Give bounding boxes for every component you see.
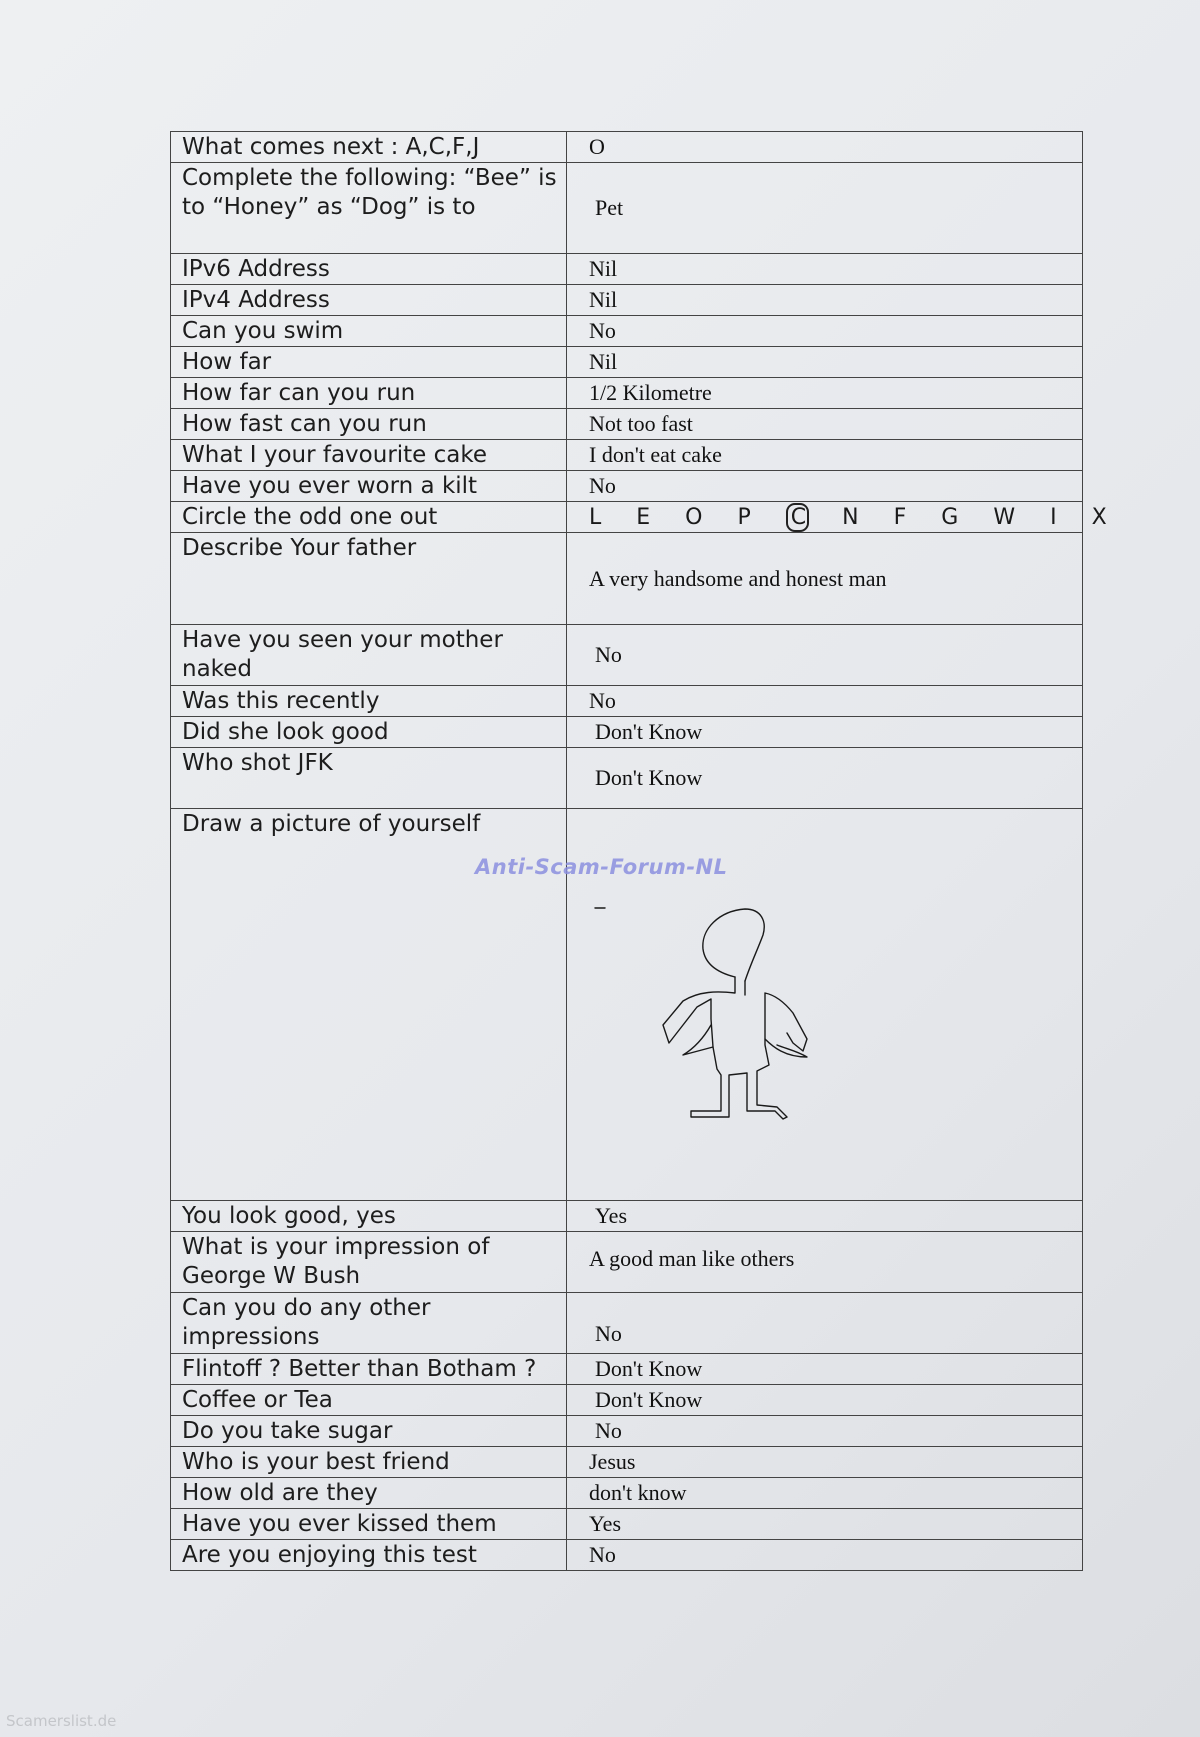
answer-cell: O <box>567 132 1083 163</box>
self-portrait-drawing <box>647 879 847 1119</box>
question-cell: IPv6 Address <box>171 254 567 285</box>
drawing-head <box>703 909 764 981</box>
answer-cell: don't know <box>567 1478 1083 1509</box>
letter: X <box>1091 504 1121 530</box>
question-cell: What I your favourite cake <box>171 440 567 471</box>
answer-cell: Don't Know <box>567 1385 1083 1416</box>
question-cell: What comes next : A,C,F,J <box>171 132 567 163</box>
answer-cell: Don't Know <box>567 717 1083 748</box>
table-row <box>171 1416 1083 1447</box>
answer-cell: Nil <box>567 347 1083 378</box>
answer-cell: No <box>567 1293 1083 1354</box>
table-row <box>171 717 1083 748</box>
answer-cell: Yes <box>567 1509 1083 1540</box>
question-cell: Can you do any other impressions <box>171 1293 567 1354</box>
question-cell: How far can you run <box>171 378 567 409</box>
table-row <box>171 502 1083 533</box>
table-row <box>171 1293 1083 1354</box>
answer-cell: No <box>567 1540 1083 1571</box>
corner-watermark: Scamerslist.de <box>6 1712 117 1730</box>
question-cell: Was this recently <box>171 686 567 717</box>
table-row <box>171 533 1083 625</box>
table-row <box>171 471 1083 502</box>
table-row <box>171 347 1083 378</box>
question-cell: Flintoff ? Better than Botham ? <box>171 1354 567 1385</box>
circled-letter: C <box>786 503 809 532</box>
table-row <box>171 748 1083 809</box>
letter: N <box>842 504 873 530</box>
question-cell: How fast can you run <box>171 409 567 440</box>
answer-cell: Yes <box>567 1201 1083 1232</box>
watermark: Anti-Scam-Forum-NL <box>475 855 728 879</box>
table-row <box>171 285 1083 316</box>
table-row <box>171 378 1083 409</box>
answer-cell: No <box>567 471 1083 502</box>
drawing-left-flap <box>683 1025 713 1055</box>
question-cell: Did she look good <box>171 717 567 748</box>
answer-cell: Don't Know <box>567 1354 1083 1385</box>
table-row <box>171 1478 1083 1509</box>
question-cell: Have you seen your mother naked <box>171 625 567 686</box>
question-cell: Are you enjoying this test <box>171 1540 567 1571</box>
table-row <box>171 409 1083 440</box>
question-cell: Do you take sugar <box>171 1416 567 1447</box>
question-cell: Describe Your father <box>171 533 567 625</box>
question-cell: Have you ever kissed them <box>171 1509 567 1540</box>
answer-cell: Nil <box>567 285 1083 316</box>
question-cell: Can you swim <box>171 316 567 347</box>
question-cell: Circle the odd one out <box>171 502 567 533</box>
answer-cell: A good man like others <box>567 1232 1083 1293</box>
table-row <box>171 1201 1083 1232</box>
answer-cell: Pet <box>567 163 1083 254</box>
table-row <box>171 1509 1083 1540</box>
table-row <box>171 132 1083 163</box>
letter: I <box>1050 504 1071 530</box>
answer-cell: No <box>567 316 1083 347</box>
table-row <box>171 1447 1083 1478</box>
questionnaire-table <box>170 131 1121 1571</box>
table-row <box>171 1385 1083 1416</box>
question-cell: How far <box>171 347 567 378</box>
answer-cell: No <box>567 1416 1083 1447</box>
question-cell: Who shot JFK <box>171 748 567 809</box>
odd-one-out-cell <box>567 502 1121 533</box>
table-row <box>171 1232 1083 1293</box>
question-cell: You look good, yes <box>171 1201 567 1232</box>
letter: E <box>636 504 665 530</box>
table-row <box>171 163 1083 254</box>
answer-cell: Jesus <box>567 1447 1083 1478</box>
question-cell: Complete the following: “Bee” is to “Honey” as “Dog” is to <box>171 163 567 254</box>
table-row <box>171 625 1083 686</box>
answer-cell: No <box>567 686 1083 717</box>
answer-cell: Don't Know <box>567 748 1083 809</box>
question-cell: IPv4 Address <box>171 285 567 316</box>
letter: F <box>893 504 921 530</box>
letter: O <box>685 504 717 530</box>
question-cell: Draw a picture of yourself <box>171 809 567 1201</box>
table-row <box>171 254 1083 285</box>
question-cell: Who is your best friend <box>171 1447 567 1478</box>
drawing-right-flap <box>765 1039 807 1057</box>
table-row <box>171 1354 1083 1385</box>
table-row <box>171 686 1083 717</box>
answer-cell: Nil <box>567 254 1083 285</box>
table-row <box>171 316 1083 347</box>
answer-cell: I don't eat cake <box>567 440 1083 471</box>
answer-cell: No <box>567 625 1083 686</box>
question-cell: Have you ever worn a kilt <box>171 471 567 502</box>
letter: P <box>737 504 765 530</box>
table-row <box>171 1540 1083 1571</box>
question-cell: What is your impression of George W Bush <box>171 1232 567 1293</box>
question-cell: Coffee or Tea <box>171 1385 567 1416</box>
table-row <box>171 440 1083 471</box>
answer-cell: Not too fast <box>567 409 1083 440</box>
odd-one-out-letters <box>589 505 1121 530</box>
answer-cell: 1/2 Kilometre <box>567 378 1083 409</box>
letter: G <box>941 504 973 530</box>
question-cell: How old are they <box>171 1478 567 1509</box>
answer-cell: A very handsome and honest man <box>567 533 1083 625</box>
letter: L <box>589 504 616 530</box>
letter: W <box>993 504 1030 530</box>
